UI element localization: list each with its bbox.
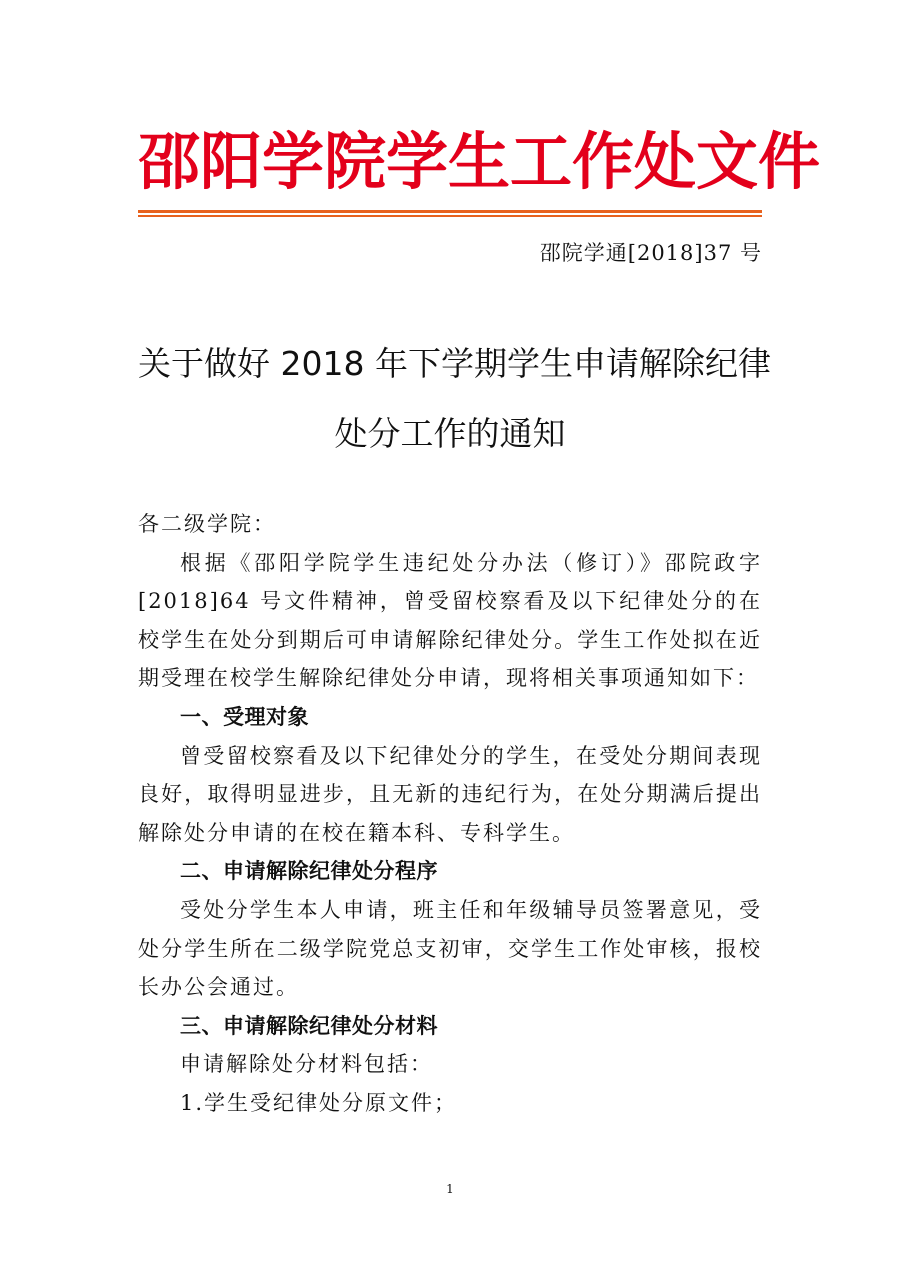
header-divider-thin-line — [138, 215, 762, 217]
document-title-line-1: 关于做好 2018 年下学期学生申请解除纪律 — [138, 344, 771, 383]
issuing-office-header: 邵阳学院学生工作处文件 — [138, 125, 821, 198]
document-number: 邵院学通[2018]37 号 — [539, 241, 762, 265]
document-body — [138, 505, 762, 1123]
section-1-paragraph: 曾受留校察看及以下纪律处分的学生，在受处分期间表现良好，取得明显进步，且无新的违纪行为，在处分期满后提出解除处分申请的在校在籍本科、专科学生。 — [138, 743, 762, 845]
document-title-line-2: 处分工作的通知 — [334, 414, 566, 453]
salutation: 各二级学院： — [138, 512, 276, 536]
section-2-heading: 二、申请解除纪律处分程序 — [180, 859, 438, 884]
section-2-paragraph: 受处分学生本人申请，班主任和年级辅导员签署意见，受处分学生所在二级学院党总支初审，交学生工作处审核，报校长办公会通过。 — [138, 897, 762, 1000]
section-3-heading: 三、申请解除纪律处分材料 — [180, 1013, 438, 1038]
section-1-heading: 一、受理对象 — [180, 704, 309, 729]
intro-paragraph: 根据《邵阳学院学生违纪处分办法（修订）》邵院政字[2018]64 号文件精神，曾受留校察看及以下纪律处分的在校学生在处分到期后可申请解除纪律处分。学生工作处拟在近期受理在校学生解除纪律处分申请，现将相关事项通知如下： — [138, 550, 762, 691]
section-3-list-item-1: 1.学生受纪律处分原文件； — [180, 1090, 458, 1115]
header-divider-thick-line — [138, 210, 762, 213]
section-3-paragraph: 申请解除处分材料包括： — [180, 1052, 433, 1077]
page-number: 1 — [446, 1182, 454, 1196]
